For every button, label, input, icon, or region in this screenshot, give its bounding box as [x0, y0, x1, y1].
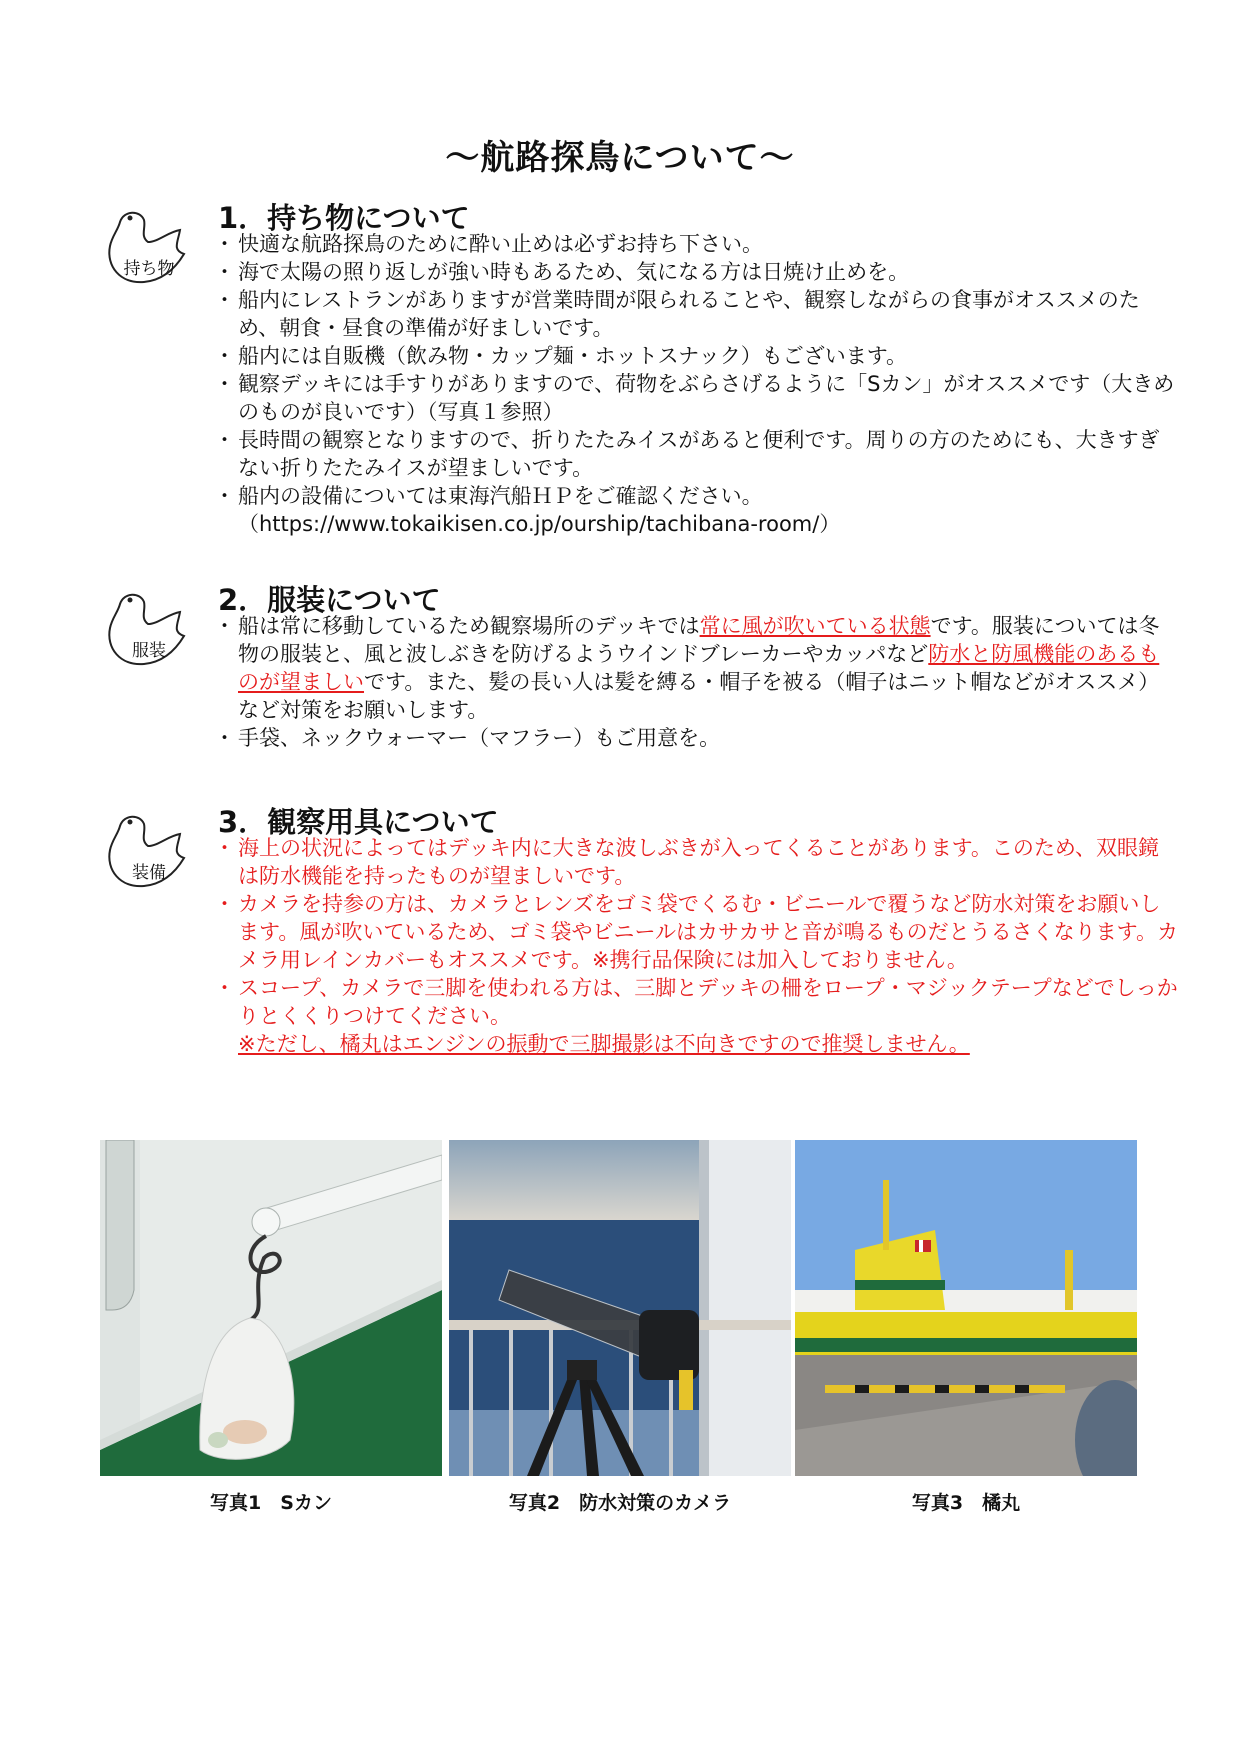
- section-belongings: [100, 196, 1175, 536]
- badge-label: 装備: [132, 863, 166, 883]
- bird-badge-icon: [100, 202, 198, 300]
- photo-ship: [795, 1140, 1137, 1476]
- list-item: ・ スコープ、カメラで三脚を使われる方は、三脚とデッキの柵をロープ・マジックテープなどでしっかりとくくりつけてください。 ※ただし、橘丸はエンジンの振動で三脚撮影は不向きですので推奨しません。: [218, 974, 1178, 1058]
- list-item: ・ 海上の状況によってはデッキ内に大きな波しぶきが入ってくることがあります。このため、双眼鏡は防水機能を持ったものが望ましいです。: [218, 834, 1178, 890]
- list-item: ・ 手袋、ネックウォーマー（マフラー）もご用意を。: [218, 724, 1178, 752]
- emphasis-text: 常に風が吹いている状態: [699, 614, 931, 638]
- photo-caption: 写真1 Sカン: [210, 1492, 332, 1514]
- badge-label: 服装: [132, 641, 166, 661]
- list-item: ・ 船内にレストランがありますが営業時間が限られることや、観察しながらの食事がオススメのため、朝食・昼食の準備が好ましいです。: [218, 286, 1178, 342]
- bird-badge-icon: [100, 584, 198, 682]
- section-heading: 1．持ち物について: [218, 201, 470, 235]
- badge-label: 持ち物: [123, 259, 175, 279]
- photo-caption: 写真3 橘丸: [911, 1492, 1021, 1514]
- photo-caption: 写真2 防水対策のカメラ: [508, 1492, 732, 1514]
- emphasis-text: 防水と防風機能のあるものが望ましい: [238, 642, 1160, 694]
- list-item: ・ 観察デッキには手すりがありますので、荷物をぶらさげるように「Sカン」がオススメです（大きめのものが良いです）（写真１参照）: [218, 370, 1178, 426]
- equipment-list: [218, 834, 1178, 1058]
- warning-note: ※ただし、橘丸はエンジンの振動で三脚撮影は不向きですので推奨しません。: [238, 1032, 970, 1056]
- section-heading: 3．観察用具について: [218, 805, 499, 839]
- section-clothing: [100, 578, 1160, 758]
- list-item: ・ 船は常に移動しているため観察場所のデッキでは常に風が吹いている状態です。服装については冬物の服装と、風と波しぶきを防げるようウインドブレーカーやカッパなど防水と防風機能のあるものが望ましいです。また、髪の長い人は髪を縛る・帽子を被る（帽子はニット帽などがオススメ）など対策をお願いします。: [218, 612, 1178, 724]
- bird-badge-icon: [100, 806, 198, 904]
- list-item: ・ 船内には自販機（飲み物・カップ麺・ホットスナック）もございます。: [218, 342, 1178, 370]
- section-equipment: [100, 800, 1178, 1090]
- clothing-list: [218, 612, 1178, 752]
- list-item: ・ 船内の設備については東海汽船ＨＰをご確認ください。（https://www.tokaikisen.co.jp/ourship/tachibana-room/）: [218, 482, 1178, 538]
- bird-outline-icon: [100, 806, 198, 904]
- bird-outline-icon: [100, 202, 198, 300]
- photo-waterproof-camera: [449, 1140, 791, 1476]
- section-heading: 2．服装について: [218, 583, 441, 617]
- list-item: ・ 快適な航路探鳥のために酔い止めは必ずお持ち下さい。: [218, 230, 1178, 258]
- list-item: ・ カメラを持参の方は、カメラとレンズをゴミ袋でくるむ・ビニールで覆うなど防水対策をお願いします。風が吹いているため、ゴミ袋やビニールはカサカサと音が鳴るものだとうるさくなります。カメラ用レインカバーもオススメです。※携行品保険には加入しておりません。: [218, 890, 1178, 974]
- list-item: ・ 海で太陽の照り返しが強い時もあるため、気になる方は日焼け止めを。: [218, 258, 1178, 286]
- page-title: ～航路探鳥について～: [445, 138, 795, 178]
- belongings-list: [218, 230, 1178, 538]
- list-item: ・ 長時間の観察となりますので、折りたたみイスがあると便利です。周りの方のためにも、大きすぎない折りたたみイスが望ましいです。: [218, 426, 1178, 482]
- photo-s-hook: [100, 1140, 442, 1476]
- bird-outline-icon: [100, 584, 198, 682]
